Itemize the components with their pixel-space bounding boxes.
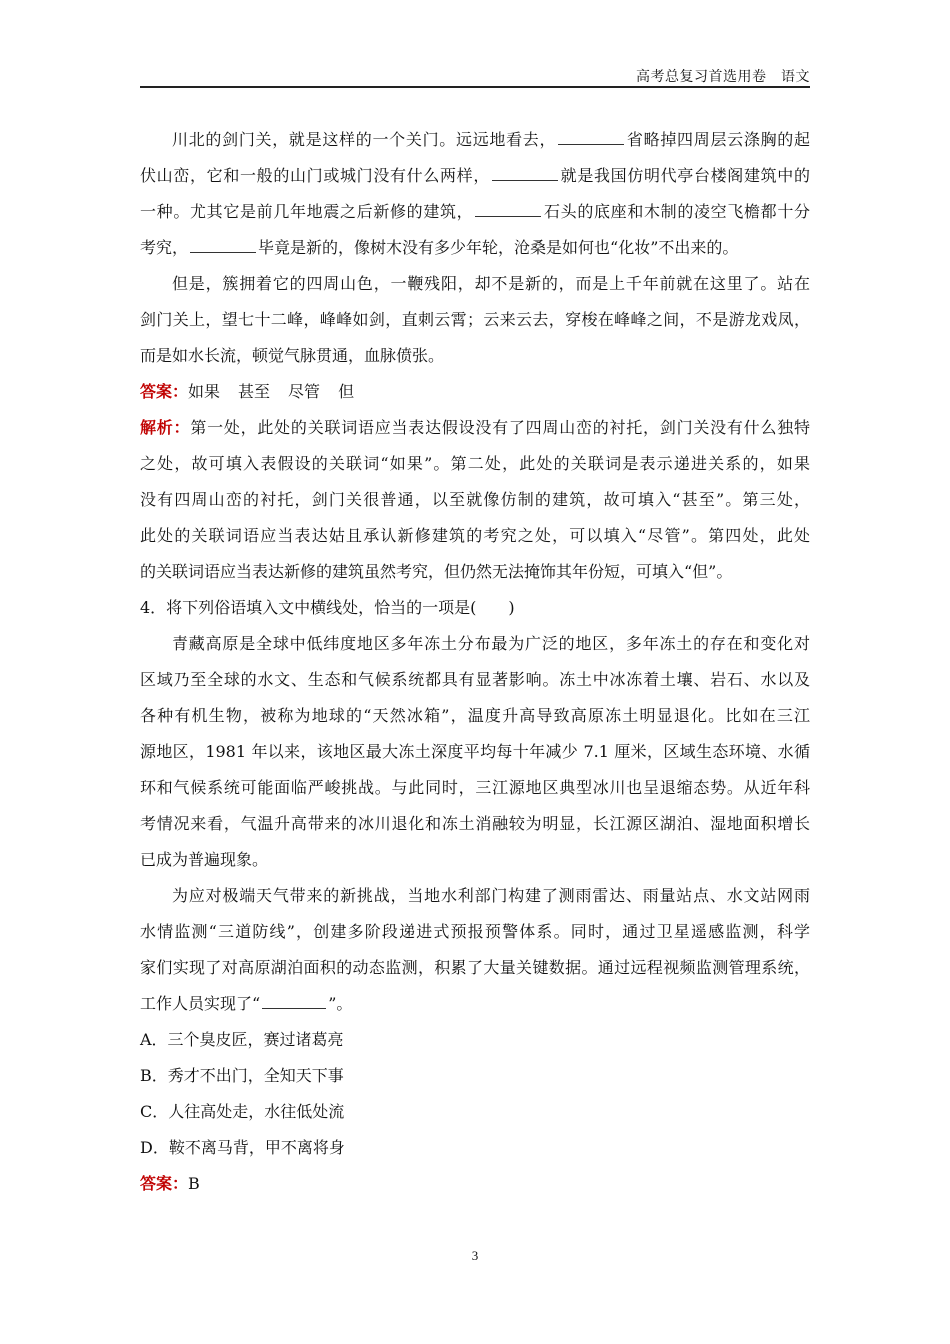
text-span: 第一处，此处的关联词语应当表达假设没有了四周山峦的衬托，剑门关没有什么独特 — [190, 418, 810, 437]
text-span: 一种。尤其它是前几年地震之后新修的建筑， — [140, 202, 474, 221]
text-span: 伏山峦，它和一般的山门或城门没有什么两样， — [140, 166, 490, 185]
passage-line: 剑门关上，望七十二峰，峰峰如剑，直刺云霄；云来云去，穿梭在峰峰之间，不是游龙戏凤， — [140, 310, 810, 329]
analysis-line: 没有四周山峦的衬托，剑门关很普通，以至就像仿制的建筑，故可填入“甚至”。第三处， — [140, 490, 810, 509]
page-number: 3 — [471, 1248, 479, 1263]
question-passage-line: 各种有机生物，被称为地球的“天然冰箱”，温度升高导致高原冻土明显退化。比如在三江 — [140, 706, 810, 725]
question-passage-line: 区域乃至全球的水文、生态和气候系统都具有显著影响。冻土中冰冻着土壤、岩石、水以及 — [140, 670, 810, 689]
analysis-line: 此处的关联词语应当表达姑且承认新修建筑的考究之处，可以填入“尽管”。第四处，此处 — [140, 526, 810, 545]
answer-part: 但 — [338, 382, 355, 401]
answer-part: 甚至 — [238, 382, 271, 401]
question-passage-line: 环和气候系统可能面临严峻挑战。与此同时，三江源地区典型冰川也呈退缩态势。从近年科 — [140, 778, 810, 797]
question-stem: 4．将下列俗语填入文中横线处，恰当的一项是( ) — [140, 598, 515, 617]
answer-label: 答案： — [140, 382, 189, 401]
fill-blank — [558, 126, 624, 145]
header-divider — [140, 86, 810, 88]
fill-blank — [475, 198, 541, 217]
text-span: 川北的剑门关，就是这样的一个关门。远远地看去， — [172, 130, 557, 149]
fill-blank — [190, 234, 256, 253]
fill-blank — [262, 990, 326, 1009]
page-content — [140, 122, 810, 1202]
analysis-line: 的关联词语应当表达新修的建筑虽然考究，但仍然无法掩饰其年份短，可填入“但”。 — [140, 562, 733, 581]
analysis-line: 之处，故可填入表假设的关联词“如果”。第二处，此处的关联词是表示递进关系的，如果 — [140, 454, 810, 473]
text-span: 毕竟是新的，像树木没有多少年轮，沧桑是如何也“化妆”不出来的。 — [258, 238, 739, 257]
answer-part: 如果 — [188, 382, 221, 401]
text-span: 工作人员实现了“ — [140, 994, 261, 1013]
analysis-label: 解析： — [140, 418, 191, 437]
question-passage-line: 水情监测“三道防线”，创建多阶段递进式预报预警体系。同时，通过卫星遥感监测，科学 — [140, 922, 810, 941]
option-d[interactable]: D．鞍不离马背，甲不离将身 — [140, 1138, 345, 1157]
question-passage-line — [140, 986, 810, 1022]
question-passage-line: 为应对极端天气带来的新挑战，当地水利部门构建了测雨雷达、雨量站点、水文站网雨 — [172, 886, 810, 905]
passage-line — [140, 194, 810, 230]
passage-line — [140, 158, 810, 194]
option-a[interactable]: A．三个臭皮匠，赛过诸葛亮 — [140, 1030, 344, 1049]
text-span: 考究， — [140, 238, 189, 257]
text-span: 石头的底座和木制的凌空飞檐都十分 — [543, 202, 810, 221]
question-passage-line: 源地区，1981 年以来，该地区最大冻土深度平均每十年减少 7.1 厘米，区域生态环境、水循 — [140, 742, 810, 761]
answer-line — [140, 1166, 810, 1202]
answer-value: B — [188, 1174, 200, 1193]
option-b[interactable]: B．秀才不出门，全知天下事 — [140, 1066, 344, 1085]
answer-part: 尽管 — [288, 382, 321, 401]
analysis-line — [140, 410, 810, 446]
text-span: ”。 — [328, 994, 353, 1013]
passage-line: 但是，簇拥着它的四周山色，一鞭残阳，却不是新的，而是上千年前就在这里了。站在 — [172, 274, 810, 293]
page-header-title: 高考总复习首选用卷 语文 — [636, 69, 810, 85]
option-c[interactable]: C．人往高处走，水往低处流 — [140, 1102, 345, 1121]
answer-label: 答案： — [140, 1174, 189, 1193]
question-passage-line: 家们实现了对高原湖泊面积的动态监测，积累了大量关键数据。通过远程视频监测管理系统， — [140, 958, 810, 977]
passage-line — [140, 122, 810, 158]
passage-line — [140, 230, 810, 266]
answer-line — [140, 374, 810, 410]
question-passage-line: 已成为普遍现象。 — [140, 850, 269, 869]
question-passage-line: 考情况来看，气温升高带来的冰川退化和冻土消融较为明显，长江源区湖泊、湿地面积增长 — [140, 814, 810, 833]
text-span: 省略掉四周层云涤胸的起 — [626, 130, 810, 149]
question-passage-line: 青藏高原是全球中低纬度地区多年冻土分布最为广泛的地区，多年冻土的存在和变化对 — [172, 634, 810, 653]
fill-blank — [492, 162, 558, 181]
text-span: 就是我国仿明代亭台楼阁建筑中的 — [559, 166, 810, 185]
passage-line: 而是如水长流，顿觉气脉贯通，血脉偾张。 — [140, 346, 445, 365]
